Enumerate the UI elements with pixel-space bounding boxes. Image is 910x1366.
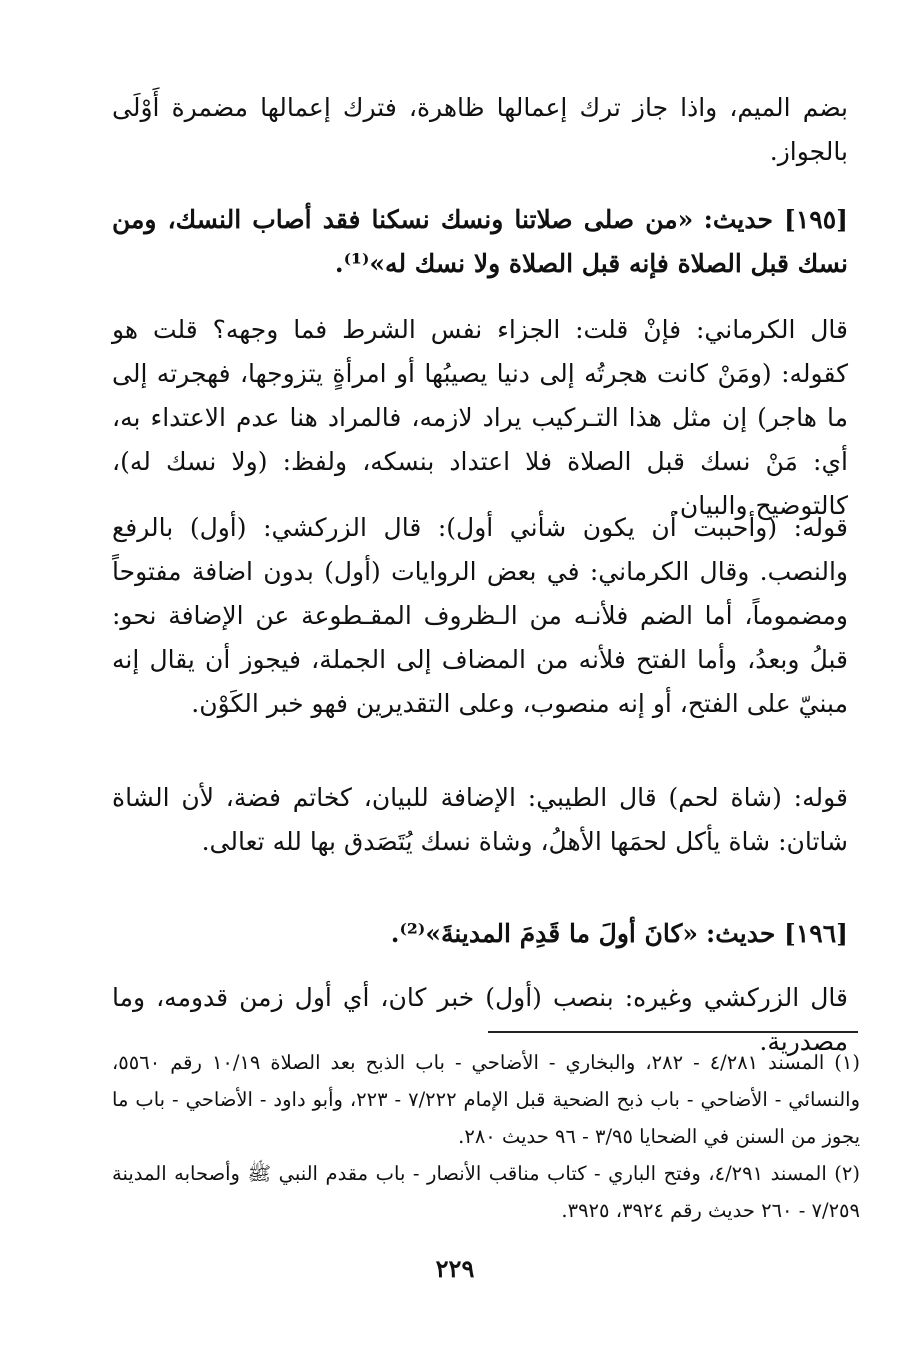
paragraph-continuation: بضم الميم، واذا جاز ترك إعمالها ظاهرة، فترك إعمالها مضمرة أَوْلَى بالجواز. xyxy=(112,93,848,166)
hadith-196-number: [١٩٦] حديث: xyxy=(706,919,848,948)
hadith-196 xyxy=(112,912,848,956)
hadith-195-number: [١٩٥] حديث: xyxy=(703,205,848,234)
footnote-divider xyxy=(488,1031,858,1033)
page-number: ٢٢٩ xyxy=(435,1254,475,1283)
footnotes xyxy=(112,1044,860,1229)
footnote-1: (١) المسند ٤/٢٨١ - ٢٨٢، والبخاري - الأضاحي - باب الذبح بعد الصلاة ١٠/١٩ رقم ٥٥٦٠، والنسائي - الأضاحي - باب ذبح الضحية قبل الإمام ٧/٢٢٢ - ٢٢٣، وأبو داود - الأضاحي - باب ما يجوز من السنن في الضحايا ٣/٩٥ - ٩٦ حديث ٢٨٠. xyxy=(112,1051,861,1148)
commentary-awwal: قوله: (وأحببت أن يكون شأني أول): قال الزركشي: (أول) بالرفع والنصب. وقال الكرماني: في بعض الروايات (أول) بدون اضافة مفتوحاً ومضموماً، أما الضم فلأنـه من الـظروف المقـطوعة عن الإضافة نحو: قبلُ وبعدُ، وأما الفتح فلأنه من المضاف إلى الجملة، فيجوز أن يقال إنه مبنيّ على الفتح، أو إنه منصوب، وعلى التقديرين فهو خبر الكَوْن. xyxy=(112,513,848,718)
commentary-shat-lahm: قوله: (شاة لحم) قال الطيبي: الإضافة للبيان، كخاتم فضة، لأن الشاة شاتان: شاة يأكل لحمَها الأهلُ، وشاة نسك يُتَصَدق بها لله تعالى. xyxy=(112,783,848,856)
hadith-195-text: «من صلى صلاتنا ونسك نسكنا فقد أصاب النسك، ومن نسك قبل الصلاة فإنه قبل الصلاة ولا نسك له»⁽¹⁾. xyxy=(112,205,848,278)
commentary-zarkashi: قال الزركشي وغيره: بنصب (أول) خبر كان، أي أول زمن قدومه، وما مصدرية. xyxy=(112,983,848,1056)
hadith-196-text: «كانَ أولَ ما قَدِمَ المدينةَ»⁽²⁾. xyxy=(390,919,699,948)
hadith-195 xyxy=(112,198,848,286)
footnote-2: (٢) المسند ٤/٢٩١، وفتح الباري - كتاب مناقب الأنصار - باب مقدم النبي ﷺ وأصحابه المدينة ٧/٢٥٩ - ٢٦٠ حديث رقم ٣٩٢٤، ٣٩٢٥. xyxy=(112,1162,860,1222)
commentary-kirmani: قال الكرماني: فإنْ قلت: الجزاء نفس الشرط فما وجهه؟ قلت هو كقوله: (ومَنْ كانت هجرتُه إلى دنيا يصيبُها أو امرأةٍ يتزوجها، فهجرته إلى ما هاجر) إن مثل هذا التـركيب يراد لازمه، فالمراد هنا عدم الاعتداء به، أي: مَنْ نسك قبل الصلاة فلا اعتداد بنسكه، ولفظ: (ولا نسك له)، كالتوضيح والبيان. xyxy=(112,315,848,520)
